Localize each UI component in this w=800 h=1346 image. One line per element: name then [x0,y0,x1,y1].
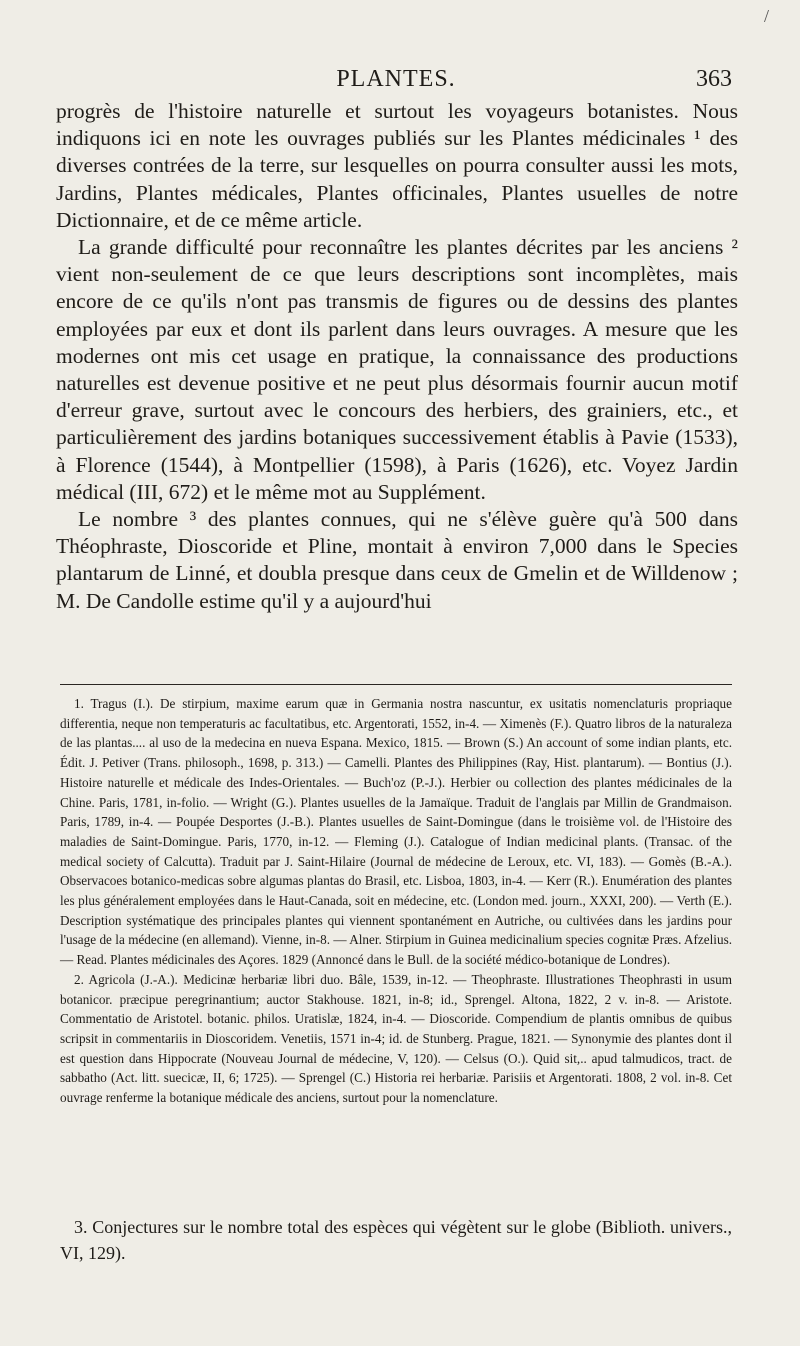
footnote-2: 2. Agricola (J.-A.). Medicinæ herbariæ libri duo. Bâle, 1539, in-12. — Theophraste. Illustrationes Theophrasti in usum botanicor. præcipue peregrinantium; auctor Stakhouse. 1821, in-8; id., Sprengel. Altona, 1822, 2 v. in-8. — Aristote. Commentatio de Aristotel. botanic. philos. Uratislæ, 1824, in-4. — Dioscoride. Compendium de plantis omnibus de quibus scripsit in commentariis in Dioscoridem. Venetiis, 1571 in-4; id. de Stunberg. Prague, 1821. — Synonymie des plantes dont il est question dans Hippocrate (Nouveau Journal de médecine, V, 120). — Celsus (O.). Quid sit,.. apud talmudicos, tract. de sabbatho (Act. litt. suecicæ, II, 6; 1725). — Sprengel (C.) Historia rei herbariæ. Parisiis et Argentorati. 1808, 2 vol. in-8. Cet ouvrage renferme la botanique médicale des anciens, surtout pour la nomenclature. [60,971,732,1106]
paragraph-1: progrès de l'histoire naturelle et surtout les voyageurs botanistes. Nous indiquons ici en note les ouvrages publiés sur les Plantes médicinales ¹ des diverses contrées de la terre, sur lesquelles on pourra consulter aussi les mots, Jardins, Plantes médicales, Plantes officinales, Plantes usuelles de notre Dictionnaire, et de ce même article. [56,99,738,232]
main-text [56,98,738,615]
footnote-separator [60,684,732,685]
footnote-3-block [60,1214,732,1266]
page-number: 363 [696,66,732,92]
paragraph-2: La grande difficulté pour reconnaître les plantes décrites par les anciens ² vient non-seulement de ce que leurs descriptions sont incomplètes, mais encore de ce qu'ils n'ont pas transmis de figures ou de dessins des plantes employées par eux et dont ils parlent dans leurs ouvrages. A mesure que les modernes ont mis cet usage en pratique, la connaissance des productions naturelles est devenue positive et ne peut plus désormais fournir aucun motif d'erreur grave, surtout avec le concours des herbiers, des grainiers, etc., et particulièrement des jardins botaniques successivement établis à Pavie (1533), à Florence (1544), à Montpellier (1598), à Paris (1626), etc. Voyez Jardin médical (III, 672) et le même mot au Supplément. [56,235,738,504]
running-title: PLANTES. [336,66,456,92]
paragraph-3: Le nombre ³ des plantes connues, qui ne s'élève guère qu'à 500 dans Théophraste, Dioscoride et Pline, montait à environ 7,000 dans le Species plantarum de Linné, et doubla presque dans ceux de Gmelin et de Willdenow ; M. De Candolle estime qu'il y a aujourd'hui [56,507,738,613]
page-header [60,66,732,100]
footnote-1: 1. Tragus (I.). De stirpium, maxime earum quæ in Germania nostra nascuntur, ex usitatis nomenclaturis propriaque differentia, neque non temperaturis ac facultatibus, etc. Argentorati, 1552, in-4. — Ximenès (F.). Quatro libros de la naturaleza de las plantas.... al uso de la medecina en nueva Espana. Mexico, 1815. — Brown (S.) An account of some indian plants, etc. Édit. J. Petiver (Trans. philosoph., 1698, p. 313.) — Camelli. Plantes des Philippines (Ray, Hist. plantarum). — Bontius (J.). Histoire naturelle et médicale des Indes-Orientales. — Buch'oz (P.-J.). Herbier ou collection des plantes médicinales de la Chine. Paris, 1781, in-folio. — Wright (G.). Plantes usuelles de la Jamaïque. Traduit de l'anglais par Millin de Grandmaison. Paris, 1789, in-4. — Poupée Desportes (J.-B.). Plantes usuelles de Saint-Domingue (dans le troisième vol. de l'Histoire des maladies de Saint-Domingue. Paris, 1770, in-12. — Fleming (J.). Catalogue of Indian medicinal plants. (Transac. of the medical society of Calcutta). Traduit par J. Saint-Hilaire (Journal de médecine de Leroux, etc. VI, 183). — Gomès (B.-A.). Observacoes botanico-medicas sobre algumas plantas do Brasil, etc. Lisboa, 1803, in-4. — Kerr (R.). Enumération des plantes les plus généralement employées dans le Haut-Canada, soit en médecine, etc. (London med. journ., XXXI, 200). — Verth (E.). Description systématique des principales plantes qui viennent spontanément en Autriche, ou cultivées dans les jardins pour l'usage de la médecine (en allemand). Vienne, in-8. — Alner. Stirpium in Guinea medicinalium species cognitæ Præs. Afzelius. — Read. Plantes médicinales des Açores. 1829 (Annoncé dans le Bull. de la société médico-botanique de Londres). [60,696,732,968]
footnotes [60,694,732,1108]
footnote-3: 3. Conjectures sur le nombre total des espèces qui végètent sur le globe (Biblioth. univers., VI, 129). [60,1217,732,1263]
corner-mark: / [764,6,770,26]
